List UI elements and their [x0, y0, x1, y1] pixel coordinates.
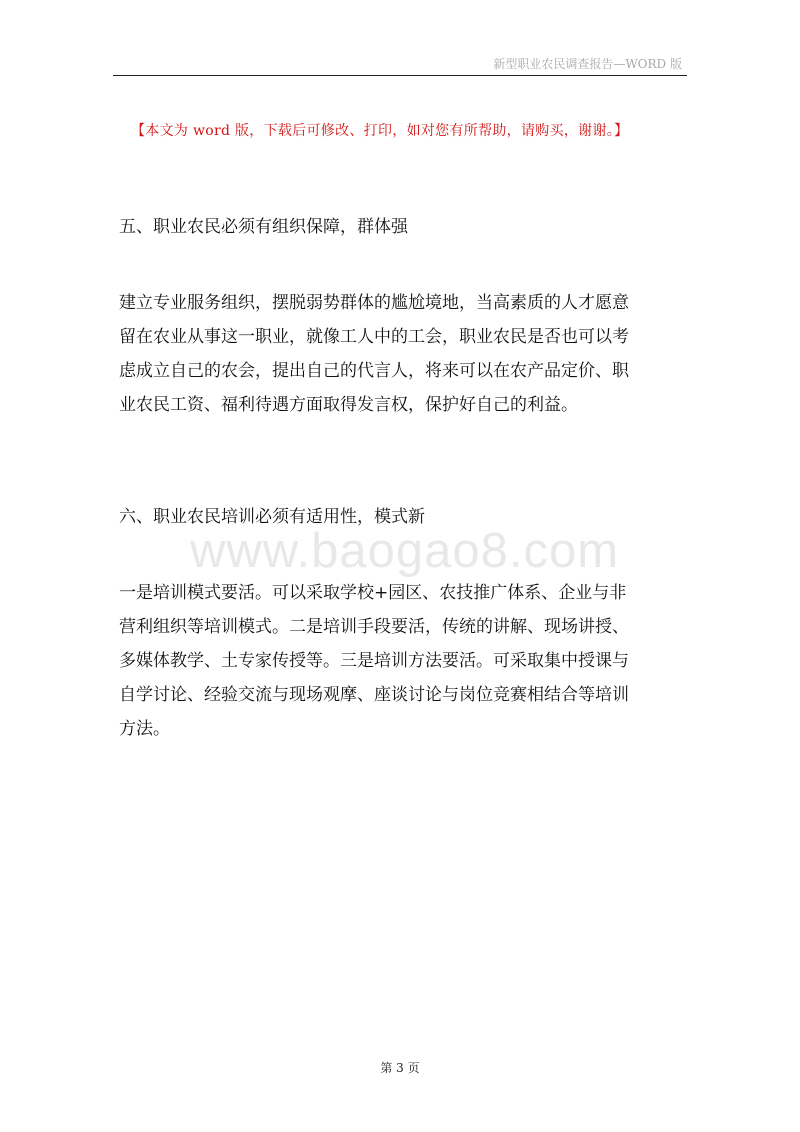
paragraph-line: 建立专业服务组织，摆脱弱势群体的尴尬境地，当高素质的人才愿意: [119, 293, 629, 313]
paragraph-line: 留在农业从事这一职业，就像工人中的工会，职业农民是否也可以考: [119, 327, 629, 347]
section-6-paragraph: [119, 576, 693, 746]
paragraph-line: 业农民工资、福利待遇方面取得发言权，保护好自己的利益。: [119, 395, 578, 415]
download-notice: 【本文为 word 版，下载后可修改、打印，如对您有所帮助，请购买，谢谢。】: [131, 123, 629, 139]
paragraph-line: 多媒体教学、土专家传授等。三是培训方法要活。可采取集中授课与: [119, 651, 629, 671]
paragraph-line: 虑成立自己的农会，提出自己的代言人，将来可以在农产品定价、职: [119, 361, 629, 381]
page-number: 第 3 页: [380, 1061, 420, 1075]
paragraph-line: 营利组织等培训模式。二是培训手段要活，传统的讲解、现场讲授、: [119, 617, 629, 637]
paragraph-line: 自学讨论、经验交流与现场观摩、座谈讨论与岗位竞赛相结合等培训: [119, 685, 629, 705]
section-heading-5: 五、职业农民必须有组织保障，群体强: [119, 217, 408, 237]
watermark: www.baogao8.com: [190, 524, 620, 578]
section-5-paragraph: [119, 286, 693, 422]
header-title: 新型职业农民调查报告—WORD 版: [493, 57, 682, 71]
section-heading-6: 六、职业农民培训必须有适用性，模式新: [119, 507, 425, 527]
header-divider: [113, 75, 687, 76]
paragraph-line: 方法。: [119, 719, 170, 739]
paragraph-line: 一是培训模式要活。可以采取学校+园区、农技推广体系、企业与非: [119, 583, 627, 603]
